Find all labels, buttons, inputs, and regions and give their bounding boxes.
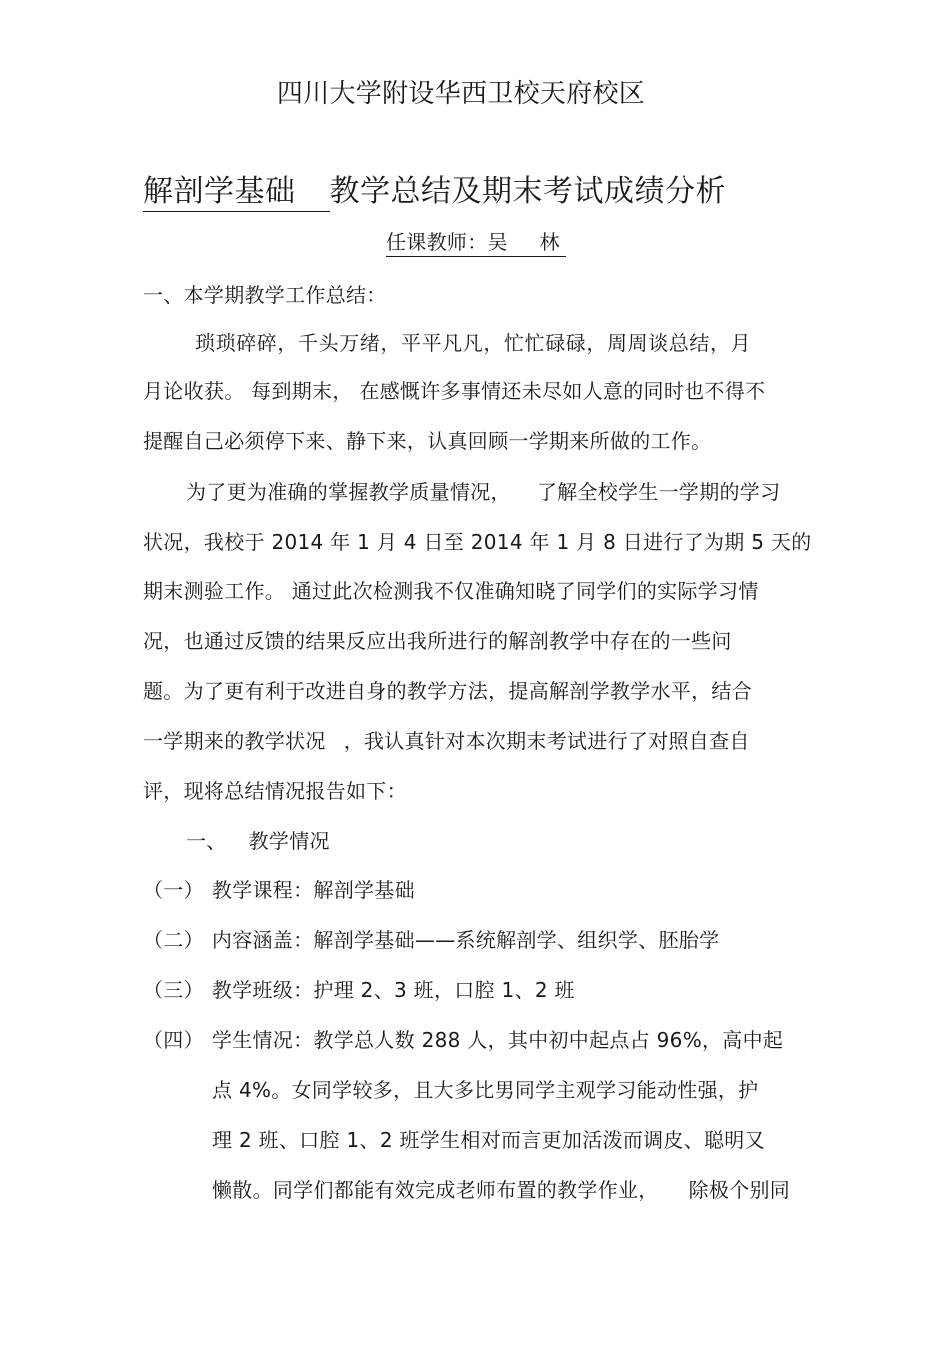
list-item-text: 内容涵盖：解剖学基础——系统解剖学、组织学、胚胎学 [211,928,720,952]
paragraph-line: 琐琐碎碎，千头万绪，平平凡凡，忙忙碌碌，周周谈总结，月 [195,331,752,355]
list-item-text: 教学班级：护理 2、3 班，口腔 1、2 班 [211,978,575,1002]
teacher-name-second: 林 [539,230,566,254]
paragraph-segment: 一学期来的教学状况 [143,729,326,753]
paragraph-line: 期末测验工作。 通过此次检测我不仅准确知晓了同学们的实际学习情 [143,579,759,603]
list-item-continuation: 点 4%。女同学较多，且大多比男同学主观学习能动性强，护 [212,1078,759,1102]
list-item-text: 教学课程：解剖学基础 [211,878,415,902]
list-item-number: （四） [143,1028,204,1052]
list-item [143,975,575,1005]
teacher-line [386,228,566,257]
school-name: 四川大学附设华西卫校天府校区 [276,79,646,109]
paragraph-segment: 为了更为准确的掌握教学质量情况， [186,480,511,504]
paragraph-line: 月论收获。 每到期末， 在感慨许多事情还未尽如人意的同时也不得不 [143,379,766,403]
paragraph-segment: 除极个别同 [688,1178,791,1202]
teacher-label: 任课教师： [386,230,488,254]
paragraph-segment: 懒散。同学们都能有效完成老师布置的教学作业， [212,1178,659,1202]
paragraph-line: 状况，我校于 2014 年 1 月 4 日至 2014 年 1 月 8 日进行了为期 5 天的 [143,530,812,554]
list-item [143,925,719,955]
subsection-heading [186,826,330,856]
paragraph-line [143,726,750,756]
list-item-continuation: 理 2 班、口腔 1、2 班学生相对而言更加活泼而调皮、聪明又 [212,1128,765,1152]
section-heading: 一、本学期教学工作总结： [143,283,387,307]
paragraph-segment: 了解全校学生一学期的学习 [536,480,781,504]
teacher-name-first: 吴 [487,230,514,254]
subsection-number: 一、 [186,829,227,853]
subsection-title: 教学情况 [248,829,330,853]
document-title [143,170,726,214]
list-item-number: （一） [143,878,204,902]
paragraph-line [186,477,780,507]
list-item-number: （三） [143,978,204,1002]
list-item-continuation [212,1175,790,1205]
title-subject: 解剖学基础 [143,173,330,212]
paragraph-line: 评，现将总结情况报告如下： [143,779,407,803]
list-item-number: （二） [143,928,204,952]
paragraph-line: 题。为了更有利于改进自身的教学方法，提高解剖学教学水平，结合 [143,679,752,703]
list-item [143,875,415,905]
paragraph-line: 况，也通过反馈的结果反应出我所进行的解剖教学中存在的一些问 [143,629,732,653]
paragraph-line: 提醒自己必须停下来、静下来，认真回顾一学期来所做的工作。 [143,429,712,453]
list-item-text: 学生情况：教学总人数 288 人，其中初中起点占 96%，高中起 [211,1028,784,1052]
list-item [143,1025,783,1055]
paragraph-segment: ，我认真针对本次期末考试进行了对照自查自 [343,729,750,753]
title-rest: 教学总结及期末考试成绩分析 [329,174,726,209]
